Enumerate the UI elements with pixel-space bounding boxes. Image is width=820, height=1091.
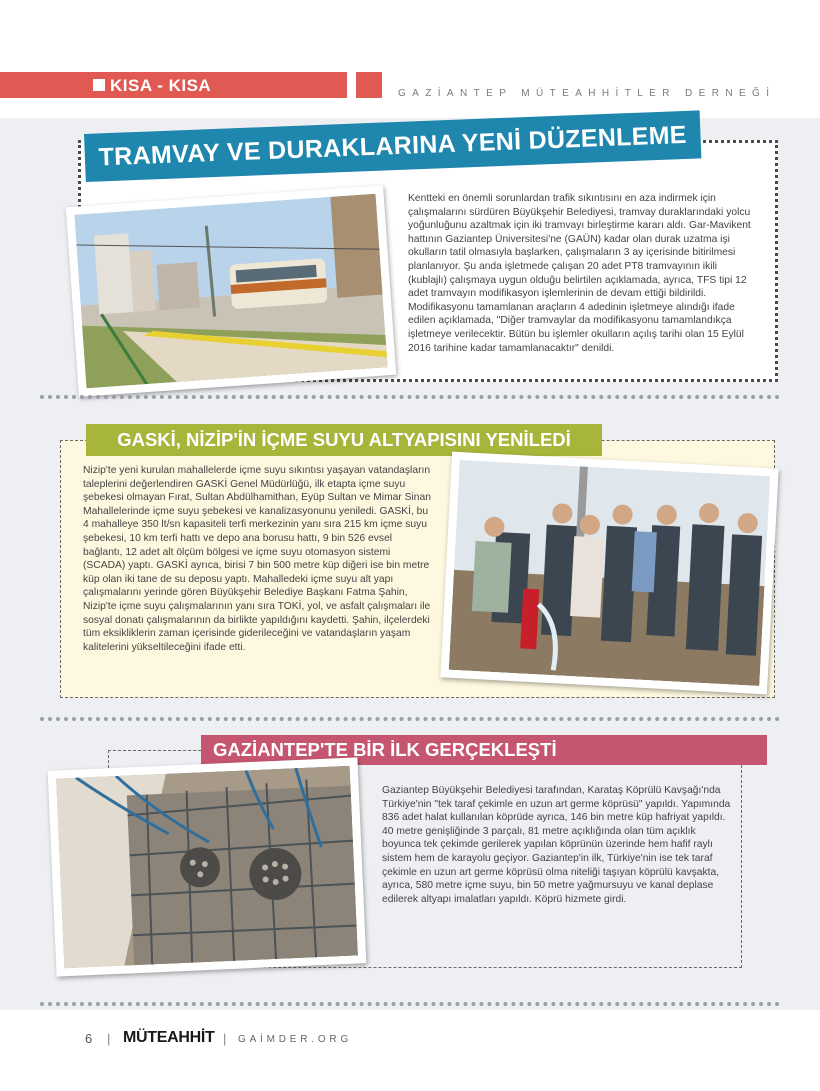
magazine-logo: MÜTEAHHİT — [123, 1029, 215, 1046]
header-block — [356, 72, 382, 98]
section-divider — [40, 1002, 780, 1006]
article3-title: GAZİANTEP'TE BİR İLK GERÇEKLEŞTİ — [213, 739, 557, 760]
article1-body: Kentteki en önemli sorunlardan trafik sıkıntısını en aza indirmek için çalışmalarını sürdüren Büyükşehir Belediyesi, tramvay duraklarındaki yolcu yoğunluğunu azaltmak için iki tramvayı birleştirme kararı aldı. Gar-Mavikent hattının Gaziantep Üniversitesi'ne (GAÜN) kadar olan durak uzatma işi okulların tatil olmasıyla başlarken, çalışmaların 3 ay içerisinde bitirilmesi planlanıyor. Şu anda işletmede çalışan 20 adet PT8 tramvayının ikili (kublajlı) çalışmaya uygun olduğu belirtilen açıklamada, ayrıca, TFS tipi 12 adet tramvayın modifikasyon işlemlerinin de devam ettiği bildirildi. Modifikasyonu tamamlanan araçların 4 adedinin işletmeye alındığı ifade edilen açıklamada, "Diğer tramvaylar da modifikasyonu tamamlandıkça işletmeye verilecektir. Bütün bu işlemler okulların açılış tarihi olan 15 Eylül 2016 tarihine kadar tamamlanacaktır" denildi. — [408, 193, 751, 354]
footer-separator: | — [107, 1031, 111, 1046]
bridge-construction-photo-image — [56, 766, 358, 969]
section-label: KISA - KISA — [110, 76, 212, 95]
page-number: 6 — [85, 1031, 93, 1046]
article2-title: GASKİ, NİZİP'İN İÇME SUYU ALTYAPISINI YENİLEDİ — [117, 429, 571, 450]
article2-title-banner — [86, 424, 602, 456]
header-square-icon — [93, 79, 105, 91]
tram-photo-image — [74, 194, 387, 389]
article2-body: Nizip'te yeni kurulan mahallelerde içme suyu sıkıntısı yaşayan vatandaşların taleplerini değerlendiren GASKİ Genel Müdürlüğü, ilk etapta içme suyu şebekesi olmayan Fırat, Sultan Abdülhamithan, Eyüp Sultan ve Mimar Sinan Mahallelerinde içme suyu şebekesi ve kanalizasyonunu yeniledi. GASKİ, bu 4 mahalleye 350 lt/sn kapasiteli terfi merkezinin yanı sıra 215 km içme suyu şebekesi, 10 km terfi hattı ve depo ana borusu hattı, 9 bin 526 evsel bağlantı, 12 adet alt ölçüm bölgesi ve içme suyu otomasyon sistemi (SCADA) yaptı. GASKİ ayrıca, birisi 7 bin 500 metre küp diğeri ise bin metre küp olan iki tane de su deposu yaptı. Mahalledeki içme suyu alt yapı çalışmalarını yerinde gören Büyükşehir Belediye Başkanı Fatma Şahin, Nizip'te içme suyu çalışmalarının yanı sıra TOKİ, yol, ve asfalt çalışmaları ile sosyal donatı çalışmalarının da birlikte yapıldığını kaydetti. Şahin, ilçelerdeki tüm eksikliklerin zaman içerisinde giderileceğini ve vatandaşların yaşam kalitelerini yükseltileceğini ifade etti. — [83, 465, 431, 653]
article1-title: TRAMVAY VE DURAKLARINA YENİ DÜZENLEME — [98, 120, 688, 172]
organization-name: GAZİANTEP MÜTEAHHİTLER DERNEĞİ — [398, 88, 776, 99]
section-divider — [40, 717, 780, 721]
section-divider — [40, 395, 780, 399]
footer-separator: | — [223, 1031, 227, 1046]
article3-body: Gaziantep Büyükşehir Belediyesi tarafından, Karataş Köprülü Kavşağı'nda Türkiye'nin "tek taraf çekimle en uzun art germe köprüsü" yapıldı. Yapımında 836 adet halat kullanılan köprüde ayrıca, 146 bin metre küp hafriyat yapıldı. 40 metre genişliğinde 3 parçalı, 81 metre açıklığında olan tüm açıklık boyunca tek çekimde gerilerek yapılan köprünün üzerinde hem hafif raylı sistem hem de karayolu geçiyor. Gaziantep'in ilk, Türkiye'nin ise tek taraf çekimle en uzun art germe köprüsü olma niteliği taşıyan köprülü kavşakta, ayrıca, 580 metre içme suyu, bin 50 metre yağmursuyu ve kanal deplase edilerek altyapı imalatları yapıldı. Köprü hizmete girdi. — [382, 785, 731, 905]
water-ceremony-photo-image — [449, 460, 771, 686]
website-link[interactable]: GAİMDER.ORG — [238, 1034, 353, 1045]
tram-photo — [66, 185, 396, 397]
water-ceremony-photo — [440, 452, 778, 695]
bridge-construction-photo — [48, 757, 367, 976]
